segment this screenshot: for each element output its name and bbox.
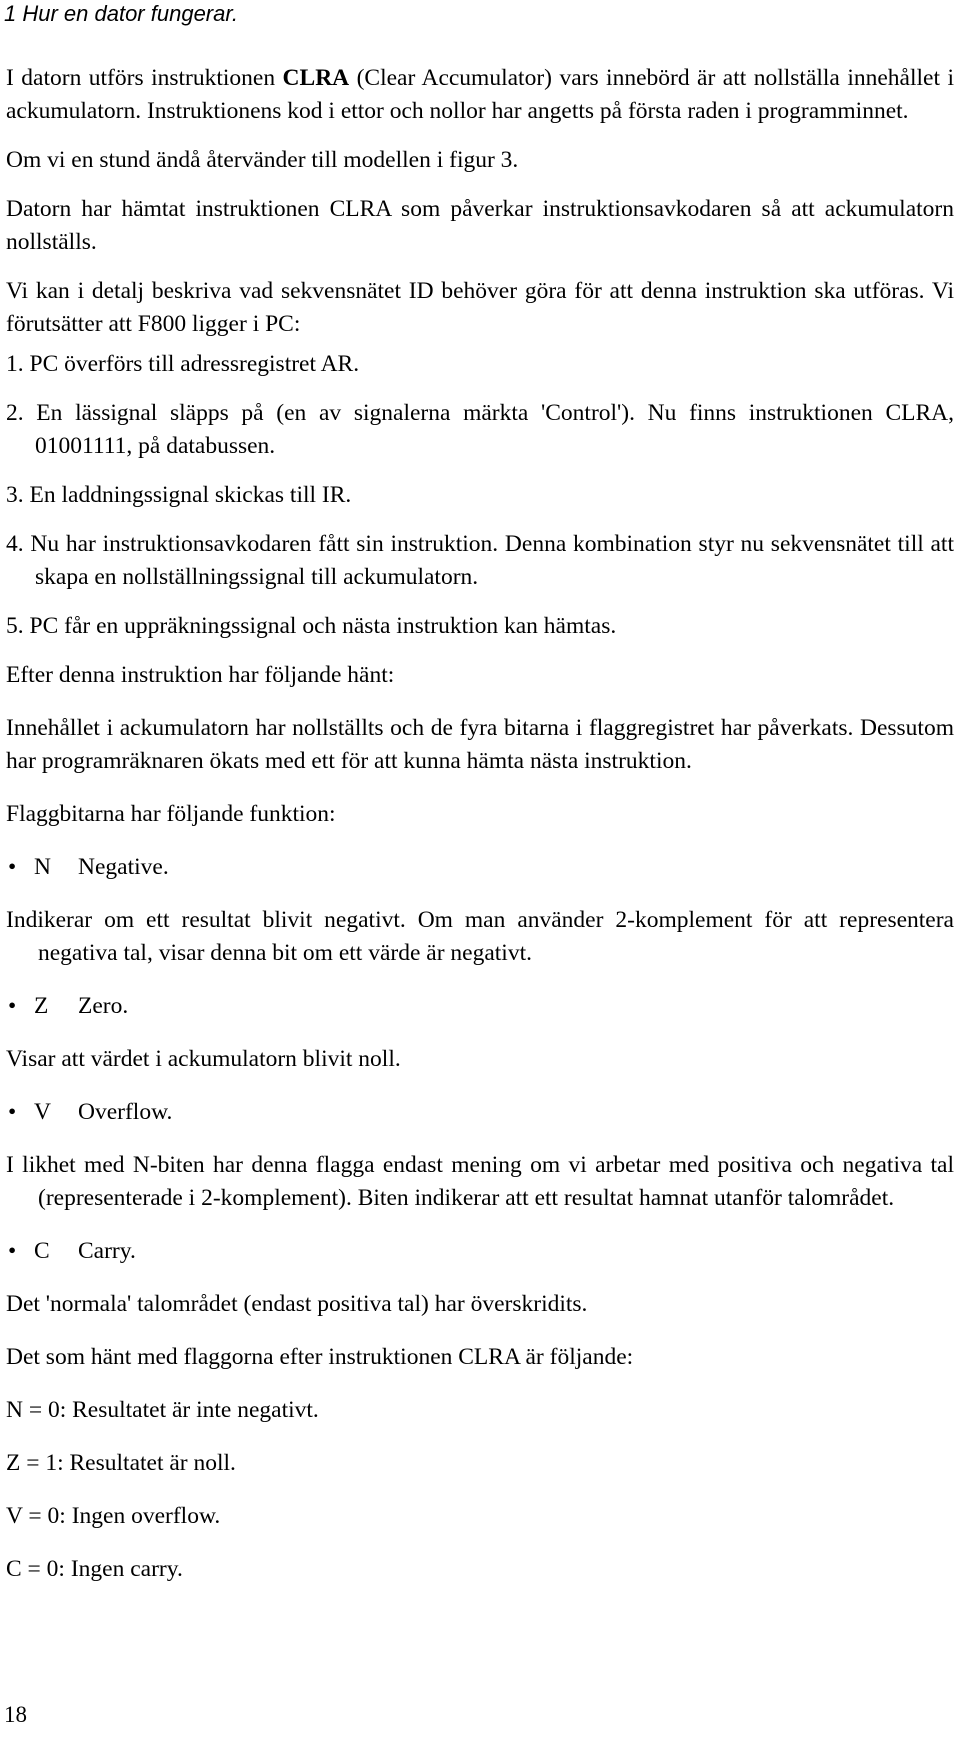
step-4: 4. Nu har instruktionsavkodaren fått sin instruktion. Denna kombination styr nu sekvensnätet till att skapa en nollställningssignal till ackumulatorn. — [6, 531, 954, 590]
flag-result-z: Z = 1: Resultatet är noll. — [6, 1450, 236, 1476]
paragraph-fetched-instruction: Datorn har hämtat instruktionen CLRA som påverkar instruktionsavkodaren så att ackumulatorn nollställs. — [6, 196, 954, 255]
flag-name: Overflow. — [78, 1099, 173, 1125]
document-body — [6, 62, 954, 1586]
flag-name: Zero. — [78, 993, 129, 1019]
flag-item-v — [6, 1096, 954, 1129]
flag-letter: V — [34, 1099, 51, 1125]
paragraph-flag-bits-intro: Flaggbitarna har följande funktion: — [6, 801, 336, 827]
bullet-icon: • — [8, 993, 17, 1019]
step-3: 3. En laddningssignal skickas till IR. — [6, 482, 352, 508]
flag-letter: N — [34, 854, 51, 880]
flag-description-c: Det 'normala' talområdet (endast positiva tal) har överskridits. — [6, 1291, 588, 1317]
chapter-header: 1 Hur en dator fungerar. — [4, 1, 238, 26]
paragraph-clra-intro-pre: I datorn utförs instruktionen — [6, 65, 283, 91]
paragraph-clra-intro-post: (Clear Accumulator) vars innebörd är att nollställa innehållet i ackumulatorn. Instruktionens kod i ettor och nollor har angetts på första raden i programminnet. — [6, 65, 954, 124]
paragraph-figure-reference: Om vi en stund ändå återvänder till modellen i figur 3. — [6, 147, 519, 173]
flag-result-v: V = 0: Ingen overflow. — [6, 1503, 221, 1529]
bullet-icon: • — [8, 1238, 17, 1264]
step-2: 2. En lässignal släpps på (en av signalerna märkta 'Control'). Nu finns instruktionen CLRA, 01001111, på databussen. — [6, 400, 954, 459]
flag-name: Carry. — [78, 1238, 136, 1264]
paragraph-accumulator-cleared: Innehållet i ackumulatorn har nollställts och de fyra bitarna i flaggregistret har påverkats. Dessutom har programräknaren ökats med ett för att kunna hämta nästa instruktion. — [6, 715, 954, 774]
flag-letter: C — [34, 1238, 50, 1264]
paragraph-sequence-network: Vi kan i detalj beskriva vad sekvensnätet ID behöver göra för att denna instruktion ska utföras. Vi förutsätter att F800 ligger i PC: — [6, 278, 954, 337]
flag-letter: Z — [34, 993, 49, 1019]
flag-description-v: I likhet med N-biten har denna flagga endast mening om vi arbetar med positiva och negativa tal (representerade i 2-komplement). Biten indikerar att ett resultat hamnat utanför talområdet. — [6, 1152, 954, 1211]
flag-item-z — [6, 990, 954, 1023]
paragraph-clra-intro — [6, 62, 954, 128]
paragraph-after-instruction: Efter denna instruktion har följande hänt: — [6, 662, 395, 688]
step-5: 5. PC får en uppräkningssignal och nästa instruktion kan hämtas. — [6, 613, 617, 639]
page-number: 18 — [4, 1702, 27, 1727]
flag-item-n — [6, 851, 954, 884]
bullet-icon: • — [8, 1099, 17, 1125]
bullet-icon: • — [8, 854, 17, 880]
flag-result-c: C = 0: Ingen carry. — [6, 1556, 183, 1582]
paragraph-flags-summary-intro: Det som hänt med flaggorna efter instruktionen CLRA är följande: — [6, 1344, 634, 1370]
flag-description-z: Visar att värdet i ackumulatorn blivit noll. — [6, 1046, 401, 1072]
flag-description-n: Indikerar om ett resultat blivit negativt. Om man använder 2-komplement för att representera negativa tal, visar denna bit om ett värde är negativt. — [6, 907, 954, 966]
flag-name: Negative. — [78, 854, 169, 880]
step-1: 1. PC överförs till adressregistret AR. — [6, 351, 360, 377]
flag-result-n: N = 0: Resultatet är inte negativt. — [6, 1397, 319, 1423]
instruction-term-clra: CLRA — [282, 65, 350, 91]
flag-item-c — [6, 1235, 954, 1268]
